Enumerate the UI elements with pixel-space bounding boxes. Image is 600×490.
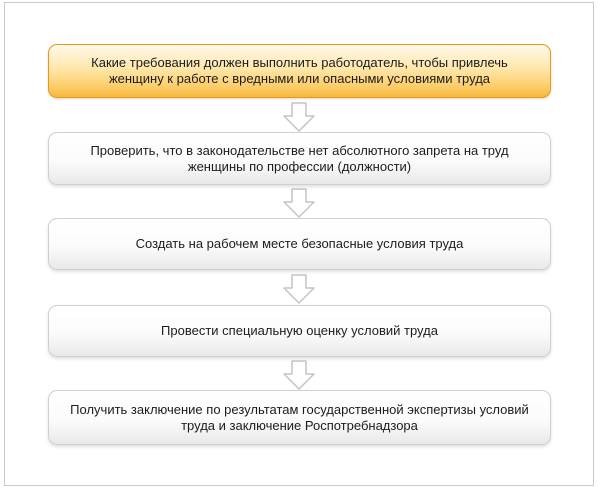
step-box-2 [48, 218, 551, 270]
down-arrow-icon [281, 187, 317, 219]
step-box-1 [48, 132, 551, 185]
down-arrow-icon [281, 101, 317, 133]
step-text-3: Провести специальную оценку условий труда [161, 323, 438, 338]
down-arrow-icon [281, 273, 317, 305]
step-box-4 [48, 390, 551, 445]
step-text-2: Создать на рабочем месте безопасные условия труда [135, 236, 464, 251]
header-text: Какие требования должен выполнить работодатель, чтобы привлечь женщину к работе с вредными или опасными условиями труда [91, 55, 508, 86]
header-box [48, 44, 551, 98]
down-arrow-icon [281, 359, 317, 391]
step-text-1: Проверить, что в законодательстве нет абсолютного запрета на труд женщины по профессии (должности) [90, 142, 509, 174]
step-text-4: Получить заключение по результатам государственной экспертизы условий труда и заключение Роспотребнадзора [70, 401, 529, 433]
step-box-3 [48, 305, 551, 357]
